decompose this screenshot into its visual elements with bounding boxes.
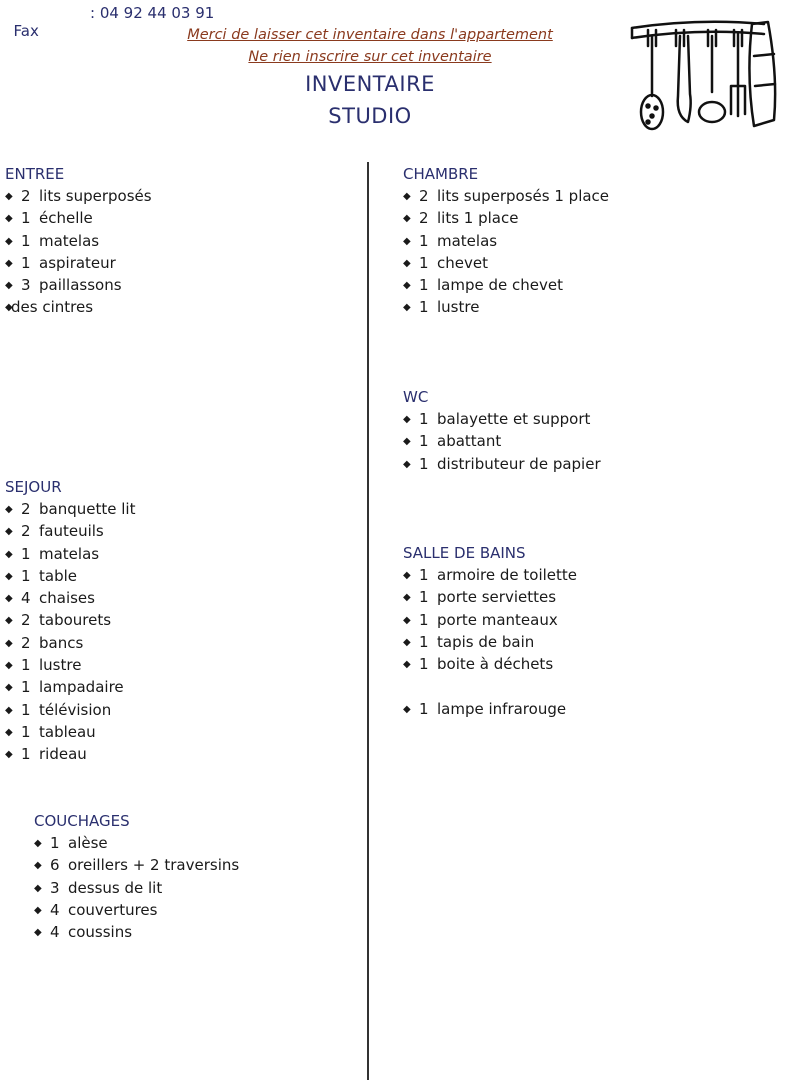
diamond-bullet-icon: ◆: [5, 704, 13, 716]
diamond-bullet-icon: ◆: [403, 213, 411, 225]
list-item: ◆ 1 lustre: [5, 654, 135, 676]
fax-number: : 04 92 44 03 91: [90, 4, 215, 22]
list-item: ◆ 1 porte serviettes: [403, 586, 577, 608]
list-item: ◆ 2 bancs: [5, 632, 135, 654]
section-heading-salle-de-bains: SALLE DE BAINS: [403, 544, 526, 562]
diamond-bullet-icon: ◆: [403, 458, 411, 470]
diamond-bullet-icon: ◆: [5, 280, 13, 292]
diamond-bullet-icon: ◆: [403, 614, 411, 626]
section-heading-chambre: CHAMBRE: [403, 165, 479, 183]
section-heading-couchages: COUCHAGES: [34, 812, 130, 830]
section-couchages: [34, 810, 239, 943]
list-item: ◆ 1 matelas: [5, 543, 135, 565]
list-item: ◆ 1 abattant: [403, 430, 601, 452]
list-item: ◆ 1 distributeur de papier: [403, 453, 601, 475]
diamond-bullet-icon: ◆: [5, 749, 13, 761]
list-item: ◆ 1 table: [5, 565, 135, 587]
list-item: ◆des cintres: [5, 296, 152, 318]
list-item: ◆ 2 tabourets: [5, 609, 135, 631]
list-item: ◆ 2 lits 1 place: [403, 207, 609, 229]
list-item: ◆ 6 oreillers + 2 traversins: [34, 854, 239, 876]
list-item: ◆ 1 porte manteaux: [403, 609, 577, 631]
section-heading-entree: ENTREE: [5, 165, 65, 183]
diamond-bullet-icon: ◆: [5, 615, 13, 627]
diamond-bullet-icon: ◆: [5, 548, 13, 560]
diamond-bullet-icon: ◆: [403, 636, 411, 648]
note-do-not-write: Ne rien inscrire sur cet inventaire: [248, 49, 492, 65]
page-subtitle: STUDIO: [328, 104, 412, 128]
diamond-bullet-icon: ◆: [34, 904, 42, 916]
page-title: INVENTAIRE: [305, 72, 435, 96]
diamond-bullet-icon: ◆: [5, 213, 13, 225]
diamond-bullet-icon: ◆: [5, 726, 13, 738]
fax-label: Fax: [13, 22, 39, 40]
list-item: ◆ 1 lampe infrarouge: [403, 698, 577, 720]
diamond-bullet-icon: ◆: [5, 570, 13, 582]
diamond-bullet-icon: ◆: [34, 860, 42, 872]
list-item: ◆ 1 lustre: [403, 296, 609, 318]
list-item: ◆ 1 boite à déchets: [403, 653, 577, 675]
list-item: ◆ 1 balayette et support: [403, 408, 601, 430]
diamond-bullet-icon: ◆: [403, 570, 411, 581]
diamond-bullet-icon: ◆: [5, 593, 13, 605]
list-item: ◆ 2 lits superposés 1 place: [403, 185, 609, 207]
diamond-bullet-icon: ◆: [34, 838, 42, 849]
list-item: ◆ 1 matelas: [403, 230, 609, 252]
section-entree: [5, 163, 152, 319]
list-item: ◆ 3 dessus de lit: [34, 877, 239, 899]
diamond-bullet-icon: ◆: [403, 436, 411, 448]
diamond-bullet-icon: ◆: [5, 660, 13, 672]
section-chambre: [403, 163, 609, 319]
list-item: ◆ 2 lits superposés: [5, 185, 152, 207]
diamond-bullet-icon: ◆: [403, 592, 411, 604]
diamond-bullet-icon: ◆: [5, 526, 13, 538]
note-leave-inventory: Merci de laisser cet inventaire dans l'appartement: [187, 27, 553, 43]
list-item: ◆ 4 chaises: [5, 587, 135, 609]
column-divider: [367, 162, 369, 1080]
diamond-bullet-icon: ◆: [403, 280, 411, 292]
section-wc: [403, 386, 601, 475]
list-item: ◆ 1 télévision: [5, 699, 135, 721]
kitchen-utensils-icon: [628, 16, 780, 132]
diamond-bullet-icon: ◆: [5, 637, 13, 649]
list-item: ◆ 4 coussins: [34, 921, 239, 943]
list-item: ◆ 1 alèse: [34, 832, 239, 854]
list-item: ◆ 4 couvertures: [34, 899, 239, 921]
diamond-bullet-icon: ◆: [34, 882, 42, 894]
list-item: ◆ 1 lampe de chevet: [403, 274, 609, 296]
list-item: ◆ 1 échelle: [5, 207, 152, 229]
list-item: ◆ 2 fauteuils: [5, 520, 135, 542]
list-item: ◆ 1 lampadaire: [5, 676, 135, 698]
diamond-bullet-icon: ◆: [5, 504, 13, 515]
diamond-bullet-icon: ◆: [34, 927, 42, 939]
diamond-bullet-icon: ◆: [5, 191, 13, 202]
list-item: ◆ 3 paillassons: [5, 274, 152, 296]
list-item: ◆ 2 banquette lit: [5, 498, 135, 520]
diamond-bullet-icon: ◆: [5, 257, 13, 269]
diamond-bullet-icon: ◆: [403, 659, 411, 671]
diamond-bullet-icon: ◆: [403, 191, 411, 202]
diamond-bullet-icon: ◆: [403, 703, 411, 715]
diamond-bullet-icon: ◆: [5, 682, 13, 694]
diamond-bullet-icon: ◆: [403, 257, 411, 269]
diamond-bullet-icon: ◆: [403, 302, 411, 314]
diamond-bullet-icon: ◆: [403, 414, 411, 425]
diamond-bullet-icon: ◆: [403, 235, 411, 247]
list-item: ◆ 1 tapis de bain: [403, 631, 577, 653]
section-heading-sejour: SEJOUR: [5, 478, 62, 496]
section-sejour: [5, 476, 135, 766]
list-item: ◆ 1 aspirateur: [5, 252, 152, 274]
list-item: ◆ 1 armoire de toilette: [403, 564, 577, 586]
list-item: ◆ 1 rideau: [5, 743, 135, 765]
diamond-bullet-icon: ◆: [5, 235, 13, 247]
list-item: ◆ 1 tableau: [5, 721, 135, 743]
section-salle-de-bains: [403, 542, 577, 720]
list-item: ◆ 1 matelas: [5, 230, 152, 252]
section-heading-wc: WC: [403, 388, 429, 406]
diamond-bullet-icon: ◆: [5, 302, 13, 314]
list-item: ◆ 1 chevet: [403, 252, 609, 274]
